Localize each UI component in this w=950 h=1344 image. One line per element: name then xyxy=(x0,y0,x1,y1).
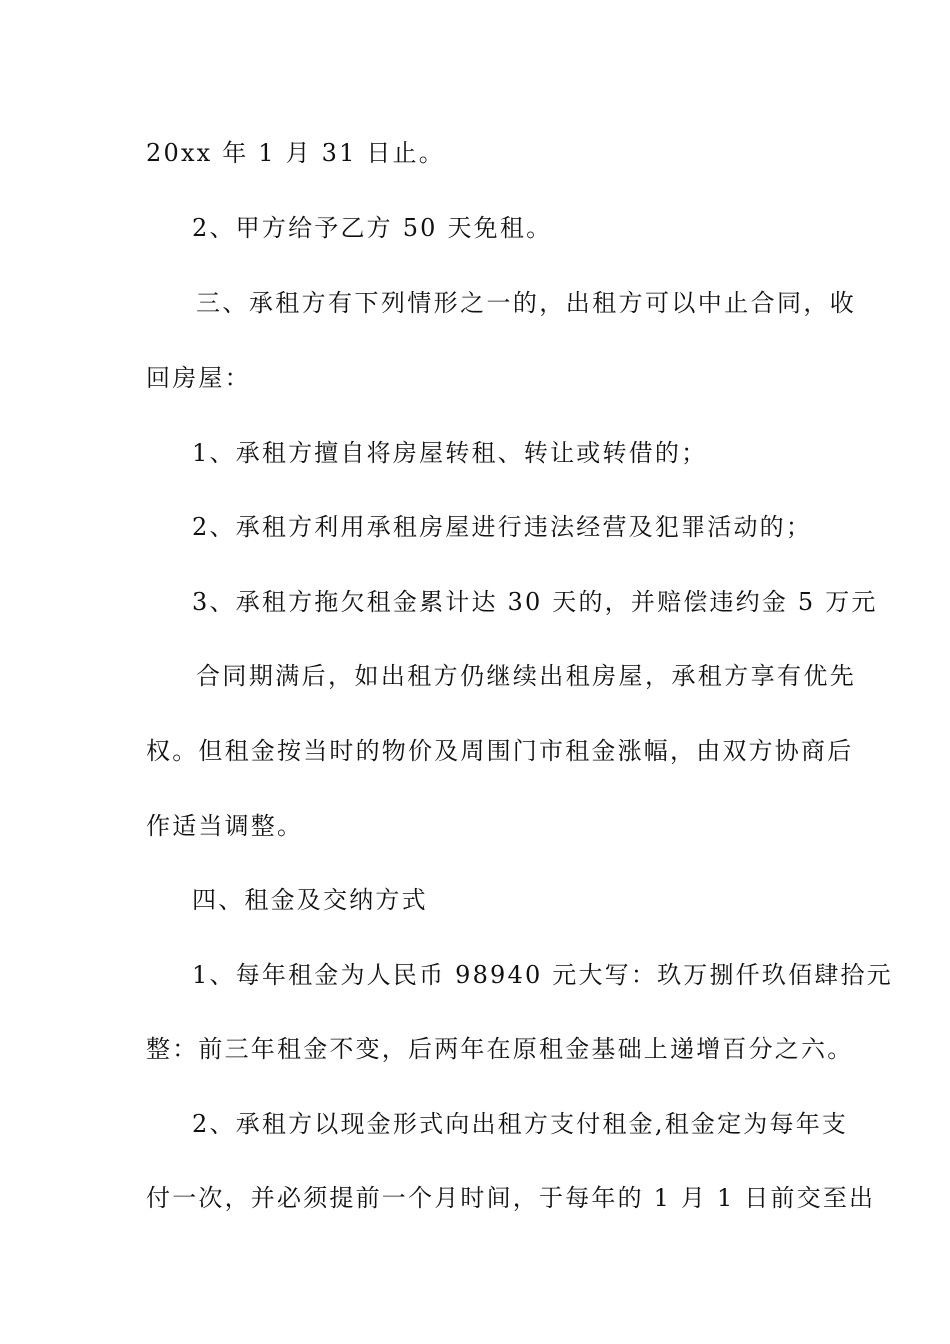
text-line-4: 回房屋： xyxy=(146,364,251,392)
rent-item-1-line-2: 整：前三年租金不变，后两年在原租金基础上递增百分之六。 xyxy=(146,1035,854,1063)
section-heading-3: 三、承租方有下列情形之一的，出租方可以中止合同，收 xyxy=(196,289,856,317)
rent-item-2-line-2: 付一次，并必须提前一个月时间，于每年的 1 月 1 日前交至出 xyxy=(146,1184,876,1212)
rent-item-1-line-1: 1、每年租金为人民币 98940 元大写：玖万捌仟玖佰肆拾元 xyxy=(192,961,893,989)
list-item-2: 2、承租方利用承租房屋进行违法经营及犯罪活动的； xyxy=(192,513,813,541)
list-item-1: 1、承租方擅自将房屋转租、转让或转借的； xyxy=(192,439,708,467)
list-item-3: 3、承租方拖欠租金累计达 30 天的，并赔偿违约金 5 万元 xyxy=(192,588,878,616)
paragraph-line-2: 权。但租金按当时的物价及周围门市租金涨幅，由双方协商后 xyxy=(146,737,854,765)
paragraph-line-3: 作适当调整。 xyxy=(146,812,304,840)
text-line-1: 20xx 年 1 月 31 日止。 xyxy=(146,139,445,167)
rent-item-2-line-1: 2、承租方以现金形式向出租方支付租金,租金定为每年支 xyxy=(192,1110,849,1138)
section-heading-4: 四、租金及交纳方式 xyxy=(192,886,428,914)
paragraph-line-1: 合同期满后，如出租方仍继续出租房屋，承租方享有优先 xyxy=(196,662,856,690)
text-line-2: 2、甲方给予乙方 50 天免租。 xyxy=(192,214,553,242)
